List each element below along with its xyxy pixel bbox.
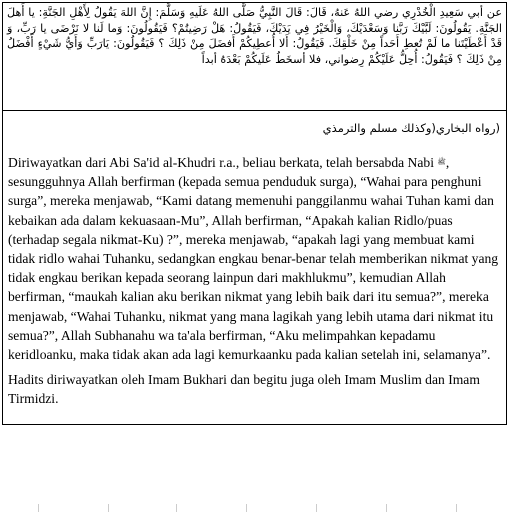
translation-section [3,153,506,409]
saw-honorific-icon: ﷺ [437,158,446,166]
arabic-hadith-text: عن أبي سَعِيدِ الْخُدْرِي رضي اللهُ عَنهُ، قَالَ: قَالَ النَّبِيُّ صَلَّى اللهُ عَلَيهِ وَسَلَّمَ: إِنَّ اللهَ يَقُولُ لِأَهْلِ الجَنَّةِ: يا أَهلَ الجَنَّةِ. يَقُولُونَ: لَبَّيْكَ رَبَّنا وَسَعْدَيْكَ، وَالْخَيْرُ فِي يَدَيْكَ، فَيَقُولُ: هَلْ رَضِيتُمْ؟ فَيَقُولُونَ: وَما لَنا لا نَرْضَى يا رَبِّ، وَ قَدْ أَعْطَيْتَنا ما لَمْ تُعطِ أَحَداً مِنْ خَلْقِكَ. فَيَقُولُ: أَلا أُعطِيكُمْ أَفضَلَ مِنْ ذَلِكَ ؟ فَيَقُولُونَ: يَارَبِّ وَأَيُّ شَيْءٍ أَفْضَلُ مِنْ ذَلِكَ ؟ فَيَقُولُ: أُحِلُّ عَلَيْكُمْ رِضواني، فلا أسخَطُ عَلَيكُمْ بَعْدَهُ أبداً [3,3,506,111]
translation-paragraph [8,153,501,364]
translation-text-rest: , sesungguhnya Allah berfirman (kepada semua penduduk surga), “Wahai para penghuni surga”, mereka menjawab, “Kami datang memenuhi panggilanmu wahai Tuhan kami dan kebaikan ada dalam kekuasaan-Mu”, Allah berfirman, “Apakah kalian Ridlo/puas (terhadap segala nikmat-Ku) ?”, mereka menjawab, “apakah lagi yang membuat kami tidak ridlo wahai Tuhanku, sedangkan engkau benar-benar telah memberikan nikmat yang tidak engkau berikan kepada seorang lainpun dari makhlukmu”, kemudian Allah berfirman, “maukah kalian aku berikan nikmat yang lebih baik dari itu semua?”, mereka menjawab, “Wahai Tuhanku, nikmat yang mana lagikah yang lebih utama dari nikmat itu semua?”, Allah Subhanahu wa ta'ala berfirman, “Aku melimpahkan kepadamu keridloanku, maka tidak akan ada lagi kemurkaanku pada kalian setelah ini, selamanya”. [8,155,499,363]
narration-note: Hadits diriwayatkan oleh Imam Bukhari dan begitu juga oleh Imam Muslim dan Imam Tirmidzi. [8,372,480,407]
translation-text-start: Diriwayatkan dari Abi Sa'id al-Khudri r.a., beliau berkata, telah bersabda Nabi [8,155,438,170]
hadith-source-reference: (رواه البخاري(وكذلك مسلم والترمذي [322,121,500,135]
hadith-document [2,2,507,425]
bottom-edge-divider [0,500,512,512]
